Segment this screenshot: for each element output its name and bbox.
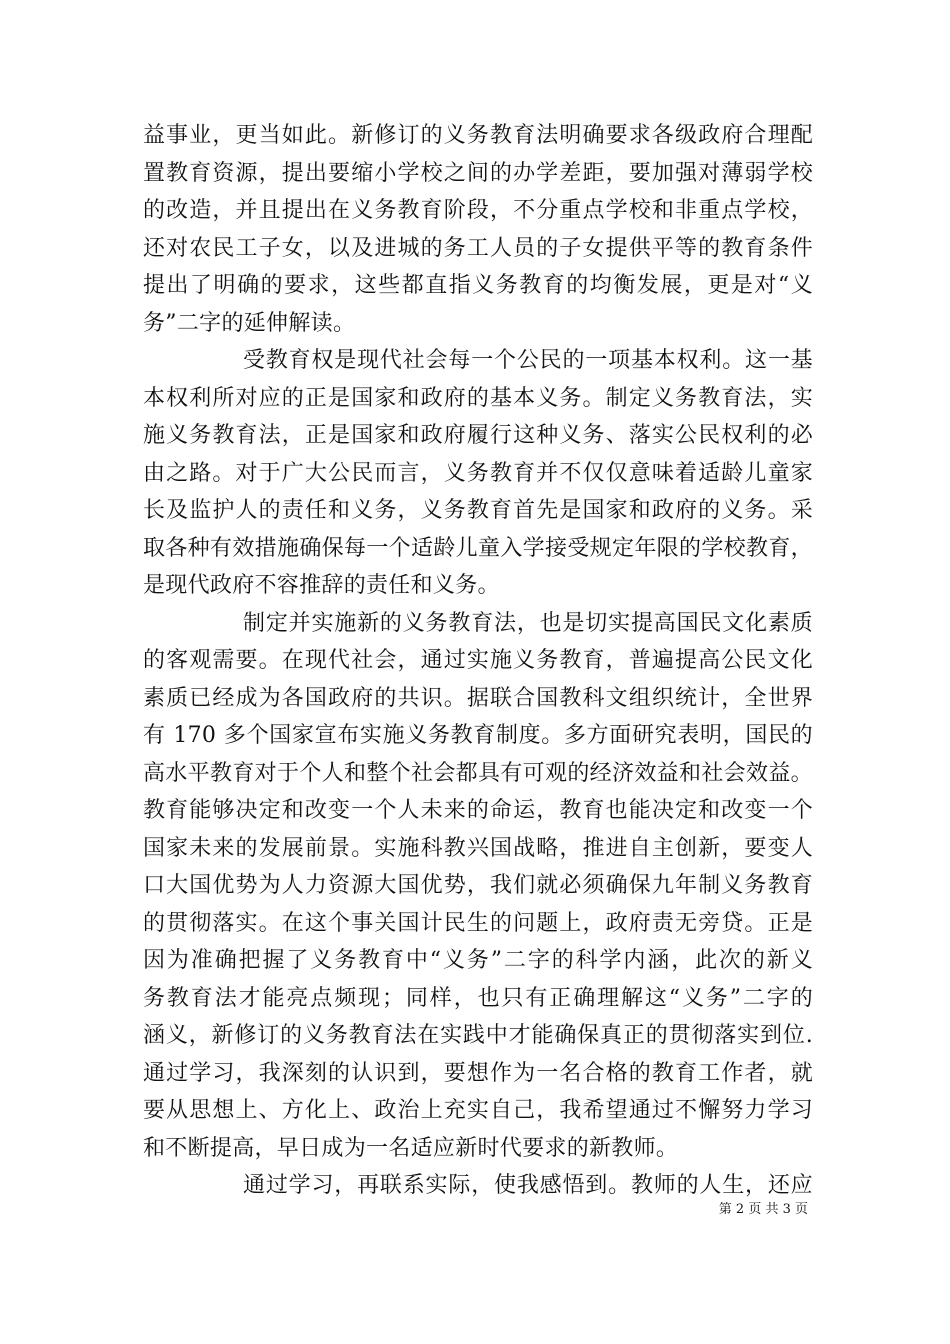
text-line: 通过学习，再联系实际，使我感悟到。教师的人生，还应 — [243, 1173, 813, 1198]
body-text — [143, 117, 813, 1205]
text-line: 是现代政府不容推辞的责任和义务。 — [143, 573, 500, 598]
text-line: 口大国优势为人力资源大国优势，我们就必须确保九年制义务教育 — [143, 873, 813, 898]
text-line: 通过学习，我深刻的认识到，要想作为一名合格的教育工作者，就 — [143, 1060, 813, 1086]
text-line: 制定并实施新的义务教育法，也是切实提高国民文化素质 — [243, 610, 813, 636]
text-line: 涵义，新修订的义务教育法在实践中才能确保真正的贯彻落实到位. — [143, 1023, 813, 1048]
text-line: 本权利所对应的正是国家和政府的基本义务。制定义务教育法，实 — [143, 385, 813, 411]
text-line: 还对农民工子女，以及进城的务工人员的子女提供平等的教育条件 — [143, 235, 813, 261]
text-line: 有 170 多个国家宣布实施义务教育制度。多方面研究表明，国民的 — [143, 723, 813, 748]
text-line: 提出了明确的要求，这些都直指义务教育的均衡发展，更是对“义 — [143, 273, 813, 298]
text-line: 的改造，并且提出在义务教育阶段，不分重点学校和非重点学校， — [143, 198, 813, 223]
page-number-footer: 第 2 页 共 3 页 — [718, 1202, 808, 1217]
text-line: 务教育法才能亮点频现；同样，也只有正确理解这“义务”二字的 — [143, 985, 813, 1011]
text-line: 的客观需要。在现代社会，通过实施义务教育，普遍提高公民文化 — [143, 648, 813, 673]
text-line: 和不断提高，早日成为一名适应新时代要求的新教师。 — [143, 1135, 679, 1161]
text-line: 因为准确把握了义务教育中“义务”二字的科学内涵，此次的新义 — [143, 948, 813, 973]
text-line: 由之路。对于广大公民而言，义务教育并不仅仅意味着适龄儿童家 — [143, 460, 813, 486]
text-line: 务”二字的延伸解读。 — [143, 310, 356, 336]
text-line: 的贯彻落实。在这个事关国计民生的问题上，政府责无旁贷。正是 — [143, 910, 813, 936]
text-line: 要从思想上、方化上、政治上充实自己，我希望通过不懈努力学习 — [143, 1098, 813, 1123]
text-line: 施义务教育法，正是国家和政府履行这种义务、落实公民权利的必 — [143, 423, 813, 448]
text-line: 素质已经成为各国政府的共识。据联合国教科文组织统计，全世界 — [143, 685, 813, 711]
text-line: 取各种有效措施确保每一个适龄儿童入学接受规定年限的学校教育， — [143, 535, 813, 561]
text-line: 益事业，更当如此。新修订的义务教育法明确要求各级政府合理配 — [143, 123, 813, 148]
text-line: 受教育权是现代社会每一个公民的一项基本权利。这一基 — [243, 348, 813, 373]
text-line: 高水平教育对于个人和整个社会都具有可观的经济效益和社会效益。 — [143, 760, 813, 786]
text-line: 长及监护人的责任和义务，义务教育首先是国家和政府的义务。采 — [143, 498, 813, 523]
text-line: 教育能够决定和改变一个人未来的命运，教育也能决定和改变一个 — [143, 798, 813, 823]
text-line: 国家未来的发展前景。实施科教兴国战略，推进自主创新，要变人 — [143, 835, 813, 861]
text-line: 置教育资源，提出要缩小学校之间的办学差距，要加强对薄弱学校 — [143, 160, 813, 186]
